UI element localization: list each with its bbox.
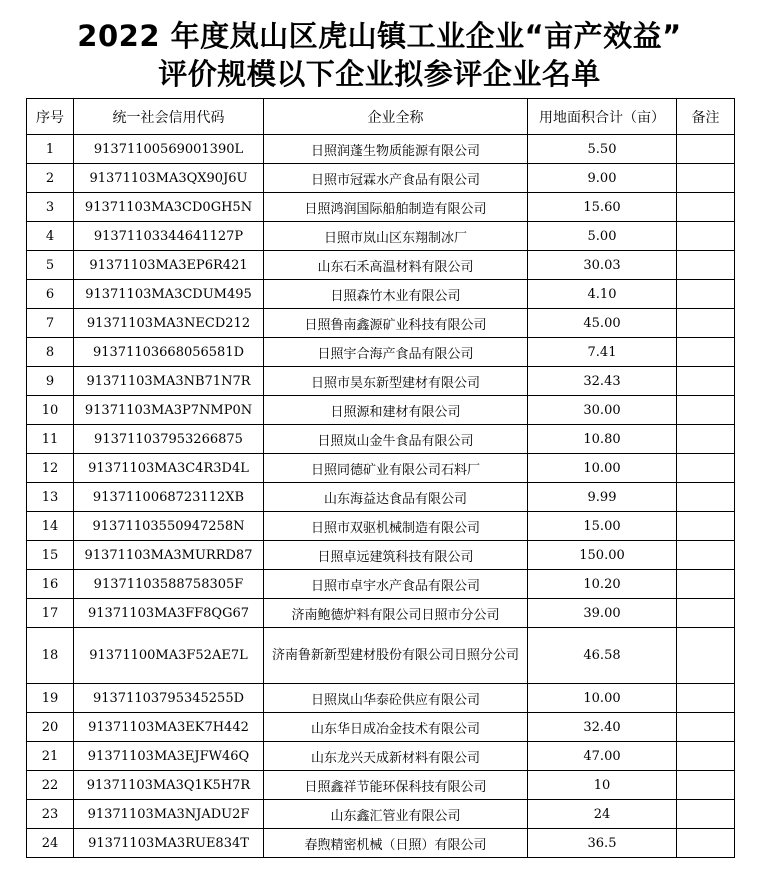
cell-area: 45.00 <box>528 309 677 338</box>
table-row <box>27 713 735 742</box>
cell-company: 日照润蓬生物质能源有限公司 <box>264 135 528 164</box>
cell-credit-code: 91371103MA3NB71N7R <box>74 367 264 396</box>
cell-area: 9.00 <box>528 164 677 193</box>
cell-area: 30.00 <box>528 396 677 425</box>
cell-index: 1 <box>27 135 74 164</box>
cell-credit-code: 91371103MA3CDUM495 <box>74 280 264 309</box>
cell-index: 17 <box>27 599 74 628</box>
cell-note <box>677 425 735 454</box>
cell-area: 36.5 <box>528 829 677 858</box>
table-row <box>27 396 735 425</box>
cell-note <box>677 280 735 309</box>
cell-company: 日照鲁南鑫源矿业科技有限公司 <box>264 309 528 338</box>
cell-credit-code: 91371103MA3EK7H442 <box>74 713 264 742</box>
cell-note <box>677 164 735 193</box>
cell-company: 日照卓远建筑科技有限公司 <box>264 541 528 570</box>
cell-note <box>677 367 735 396</box>
cell-note <box>677 454 735 483</box>
table-row <box>27 309 735 338</box>
cell-note <box>677 570 735 599</box>
cell-area: 10.00 <box>528 454 677 483</box>
cell-area: 5.00 <box>528 222 677 251</box>
cell-index: 21 <box>27 742 74 771</box>
cell-credit-code: 91371103588758305F <box>74 570 264 599</box>
cell-credit-code: 91371103MA3QX90J6U <box>74 164 264 193</box>
cell-note <box>677 193 735 222</box>
cell-area: 7.41 <box>528 338 677 367</box>
cell-company: 山东鑫汇管业有限公司 <box>264 800 528 829</box>
cell-company: 日照同德矿业有限公司石料厂 <box>264 454 528 483</box>
cell-area: 15.00 <box>528 512 677 541</box>
cell-company: 日照鸿润国际船舶制造有限公司 <box>264 193 528 222</box>
header-credit-code: 统一社会信用代码 <box>74 99 264 135</box>
cell-company: 济南鲁新新型建材股份有限公司日照分公司 <box>264 628 528 684</box>
cell-company: 日照岚山金牛食品有限公司 <box>264 425 528 454</box>
table-row <box>27 541 735 570</box>
cell-index: 14 <box>27 512 74 541</box>
table-row <box>27 570 735 599</box>
cell-note <box>677 222 735 251</box>
cell-company: 春煦精密机械（日照）有限公司 <box>264 829 528 858</box>
cell-index: 15 <box>27 541 74 570</box>
cell-note <box>677 338 735 367</box>
cell-index: 22 <box>27 771 74 800</box>
cell-note <box>677 628 735 684</box>
cell-area: 10.00 <box>528 684 677 713</box>
cell-note <box>677 684 735 713</box>
cell-note <box>677 829 735 858</box>
table-row <box>27 251 735 280</box>
cell-company: 山东龙兴天成新材料有限公司 <box>264 742 528 771</box>
table-row <box>27 425 735 454</box>
cell-credit-code: 91371103550947258N <box>74 512 264 541</box>
cell-index: 2 <box>27 164 74 193</box>
cell-credit-code: 91371100569001390L <box>74 135 264 164</box>
cell-credit-code: 91371103MA3EP6R421 <box>74 251 264 280</box>
cell-index: 11 <box>27 425 74 454</box>
cell-index: 13 <box>27 483 74 512</box>
table-row <box>27 338 735 367</box>
cell-area: 4.10 <box>528 280 677 309</box>
cell-note <box>677 483 735 512</box>
header-company: 企业全称 <box>264 99 528 135</box>
cell-company: 日照森竹木业有限公司 <box>264 280 528 309</box>
cell-credit-code: 91371103344641127P <box>74 222 264 251</box>
cell-company: 日照源和建材有限公司 <box>264 396 528 425</box>
table-row <box>27 454 735 483</box>
cell-company: 日照市卓宇水产食品有限公司 <box>264 570 528 599</box>
enterprise-list-table <box>26 98 735 858</box>
table-row <box>27 483 735 512</box>
cell-credit-code: 91371100MA3F52AE7L <box>74 628 264 684</box>
cell-credit-code: 91371103MA3CD0GH5N <box>74 193 264 222</box>
cell-index: 12 <box>27 454 74 483</box>
document-title-line-1: 2022 年度岚山区虎山镇工业企业“亩产效益” <box>77 19 682 53</box>
cell-credit-code: 91371103MA3MURRD87 <box>74 541 264 570</box>
cell-company: 日照市冠霖水产食品有限公司 <box>264 164 528 193</box>
cell-company: 山东华日成冶金技术有限公司 <box>264 713 528 742</box>
cell-area: 46.58 <box>528 628 677 684</box>
cell-credit-code: 91371103MA3FF8QG67 <box>74 599 264 628</box>
cell-note <box>677 800 735 829</box>
cell-index: 4 <box>27 222 74 251</box>
table-row <box>27 367 735 396</box>
table-row <box>27 222 735 251</box>
cell-company: 日照岚山华泰砼供应有限公司 <box>264 684 528 713</box>
header-area: 用地面积合计（亩） <box>528 99 677 135</box>
cell-note <box>677 512 735 541</box>
cell-area: 32.40 <box>528 713 677 742</box>
cell-index: 10 <box>27 396 74 425</box>
cell-note <box>677 599 735 628</box>
cell-company: 山东海益达食品有限公司 <box>264 483 528 512</box>
table-row <box>27 599 735 628</box>
table-row <box>27 684 735 713</box>
cell-index: 3 <box>27 193 74 222</box>
cell-credit-code: 91371103668056581D <box>74 338 264 367</box>
cell-credit-code: 9137110068723112XB <box>74 483 264 512</box>
cell-company: 日照鑫祥节能环保科技有限公司 <box>264 771 528 800</box>
cell-company: 日照市双驱机械制造有限公司 <box>264 512 528 541</box>
cell-company: 日照市岚山区东翔制冰厂 <box>264 222 528 251</box>
cell-note <box>677 309 735 338</box>
cell-index: 5 <box>27 251 74 280</box>
cell-credit-code: 91371103795345255D <box>74 684 264 713</box>
cell-index: 18 <box>27 628 74 684</box>
cell-credit-code: 91371103MA3NECD212 <box>74 309 264 338</box>
cell-credit-code: 91371103MA3C4R3D4L <box>74 454 264 483</box>
cell-company: 济南鲍德炉料有限公司日照市分公司 <box>264 599 528 628</box>
cell-company: 日照市昊东新型建材有限公司 <box>264 367 528 396</box>
cell-area: 30.03 <box>528 251 677 280</box>
table-row <box>27 742 735 771</box>
table-row <box>27 280 735 309</box>
cell-area: 24 <box>528 800 677 829</box>
cell-area: 32.43 <box>528 367 677 396</box>
cell-company: 日照宇合海产食品有限公司 <box>264 338 528 367</box>
cell-credit-code: 91371103MA3NJADU2F <box>74 800 264 829</box>
cell-area: 9.99 <box>528 483 677 512</box>
table-row <box>27 771 735 800</box>
document-title-line-2: 评价规模以下企业拟参评企业名单 <box>158 57 601 91</box>
table-row <box>27 512 735 541</box>
cell-credit-code: 91371103MA3EJFW46Q <box>74 742 264 771</box>
cell-credit-code: 91371103MA3Q1K5H7R <box>74 771 264 800</box>
cell-area: 5.50 <box>528 135 677 164</box>
cell-note <box>677 396 735 425</box>
cell-index: 6 <box>27 280 74 309</box>
table-row <box>27 135 735 164</box>
cell-index: 7 <box>27 309 74 338</box>
cell-index: 23 <box>27 800 74 829</box>
cell-index: 20 <box>27 713 74 742</box>
cell-note <box>677 742 735 771</box>
cell-index: 16 <box>27 570 74 599</box>
table-row <box>27 800 735 829</box>
table-row <box>27 829 735 858</box>
cell-note <box>677 135 735 164</box>
cell-note <box>677 251 735 280</box>
cell-area: 15.60 <box>528 193 677 222</box>
cell-area: 10.20 <box>528 570 677 599</box>
cell-note <box>677 713 735 742</box>
cell-area: 10.80 <box>528 425 677 454</box>
cell-credit-code: 91371103MA3RUE834T <box>74 829 264 858</box>
cell-area: 39.00 <box>528 599 677 628</box>
cell-index: 9 <box>27 367 74 396</box>
cell-area: 10 <box>528 771 677 800</box>
cell-index: 24 <box>27 829 74 858</box>
table-row <box>27 193 735 222</box>
cell-index: 19 <box>27 684 74 713</box>
cell-index: 8 <box>27 338 74 367</box>
cell-area: 47.00 <box>528 742 677 771</box>
cell-credit-code: 913711037953266875 <box>74 425 264 454</box>
cell-company: 山东石禾高温材料有限公司 <box>264 251 528 280</box>
table-header-row <box>27 99 735 135</box>
cell-note <box>677 541 735 570</box>
header-note: 备注 <box>677 99 735 135</box>
table-row <box>27 628 735 684</box>
cell-note <box>677 771 735 800</box>
table-row <box>27 164 735 193</box>
cell-area: 150.00 <box>528 541 677 570</box>
header-index: 序号 <box>27 99 74 135</box>
cell-credit-code: 91371103MA3P7NMP0N <box>74 396 264 425</box>
